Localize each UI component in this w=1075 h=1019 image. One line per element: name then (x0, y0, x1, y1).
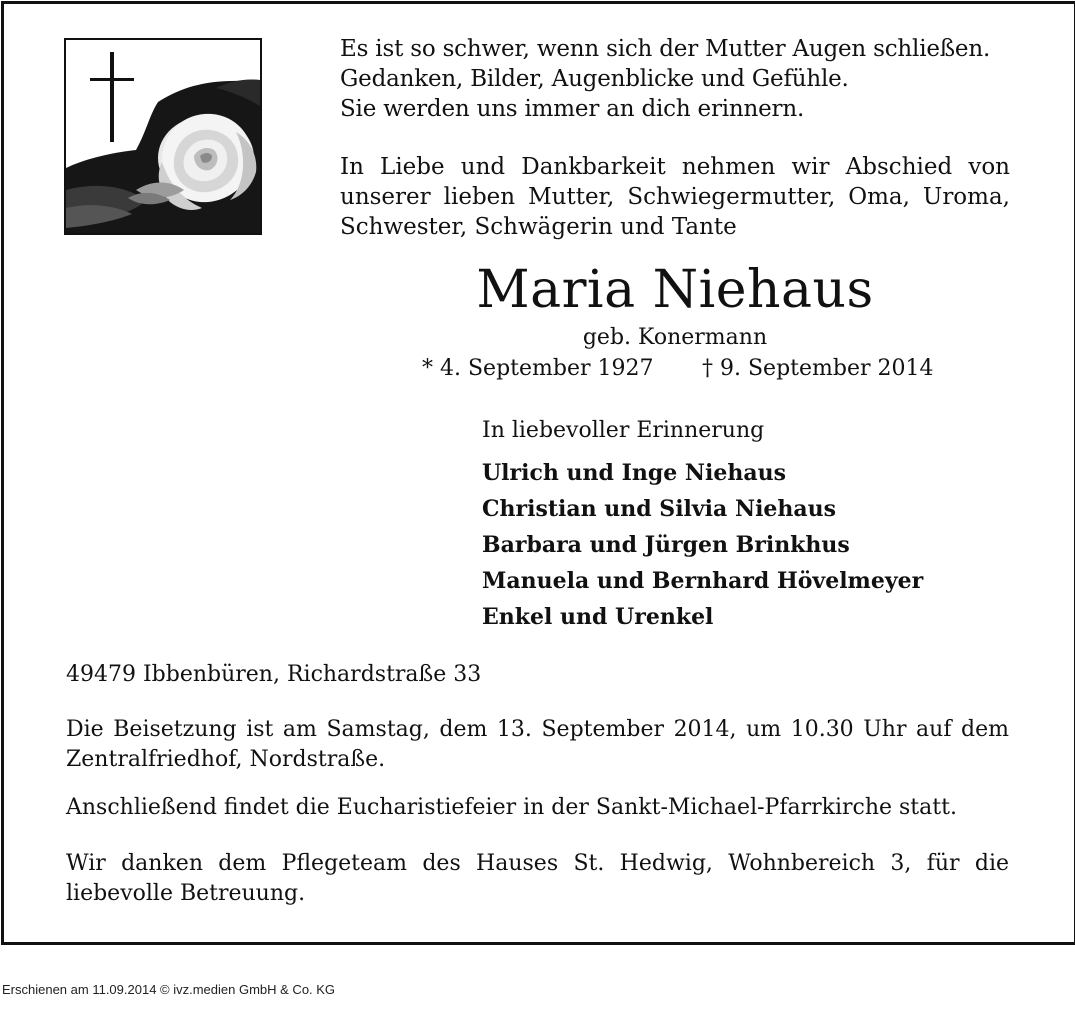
mourner-name: Barbara und Jürgen Brinkhus (482, 532, 850, 558)
thanks-note (66, 849, 1009, 909)
intro-line: unserer lieben Mutter, Schwiegermutter, Oma, Uroma, (340, 184, 1010, 210)
intro-line: In Liebe und Dankbarkeit nehmen wir Abschied von (340, 154, 1010, 180)
thanks-line: Wir danken dem Pflegeteam des Hauses St. Hedwig, Wohnbereich 3, für die (66, 851, 1009, 876)
intro-line: Schwester, Schwägerin und Tante (340, 214, 737, 240)
mourners-list (482, 455, 923, 635)
mourner-name: Christian und Silvia Niehaus (482, 496, 837, 522)
deceased-name: Maria Niehaus (476, 260, 874, 320)
cross-and-rose-image (64, 38, 262, 235)
thanks-line: liebevolle Betreuung. (66, 881, 306, 906)
farewell-intro (340, 152, 1010, 242)
mourner-name: Ulrich und Inge Niehaus (482, 460, 786, 486)
poem-line: Es ist so schwer, wenn sich der Mutter Augen schließen. (340, 36, 991, 62)
rose-photo (66, 40, 260, 233)
poem-line: Sie werden uns immer an dich erinnern. (340, 96, 805, 122)
mourner-name: Manuela und Bernhard Hövelmeyer (482, 568, 924, 594)
birth-date: * 4. September 1927 (422, 356, 654, 381)
funeral-line: Die Beisetzung ist am Samstag, dem 13. September 2014, um 10.30 Uhr auf dem (66, 717, 1009, 742)
mourner-name: Enkel und Urenkel (482, 604, 714, 630)
mass-line: Anschließend findet die Eucharistiefeier in der Sankt-Michael-Pfarrkirche statt. (66, 795, 957, 820)
death-date: † 9. September 2014 (702, 356, 934, 381)
mass-info (66, 793, 1009, 823)
publication-footer: Erschienen am 11.09.2014 © ivz.medien GmbH & Co. KG (2, 982, 336, 997)
address: 49479 Ibbenbüren, Richardstraße 33 (66, 662, 482, 687)
maiden-name: geb. Konermann (582, 325, 768, 350)
poem (340, 34, 1010, 124)
mourners-intro: In liebevoller Erinnerung (482, 418, 765, 443)
funeral-line: Zentralfriedhof, Nordstraße. (66, 747, 386, 772)
poem-line: Gedanken, Bilder, Augenblicke und Gefühle. (340, 66, 849, 92)
funeral-info (66, 715, 1009, 775)
